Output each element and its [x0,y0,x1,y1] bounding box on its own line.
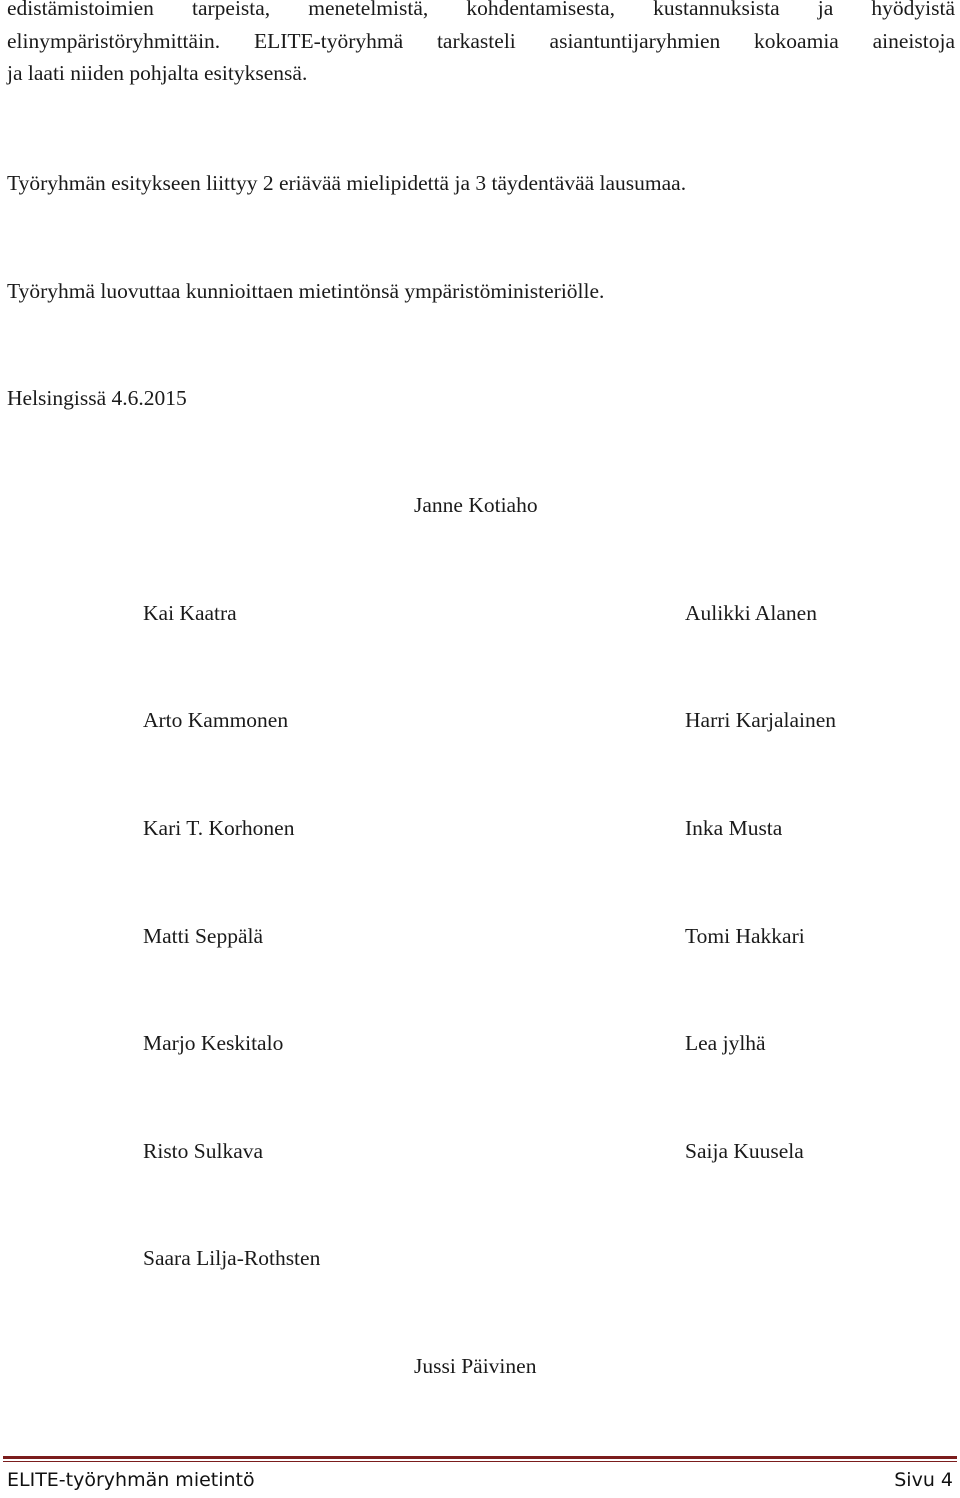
signature-right-3: Inka Musta [685,816,783,840]
signature-right-5: Lea jylhä [685,1031,766,1055]
signature-right-4: Tomi Hakkari [685,924,805,948]
footer-rule-thin [3,1461,957,1462]
signature-secretary: Jussi Päivinen [414,1354,537,1378]
signature-left-7: Saara Lilja-Rothsten [143,1246,321,1270]
opinions-sentence: Työryhmän esitykseen liittyy 2 eriävää mielipidettä ja 3 täydentävää lausumaa. [7,171,687,195]
signature-left-3: Kari T. Korhonen [143,816,295,840]
intro-line-3: ja laati niiden pohjalta esityksensä. [7,61,308,85]
intro-line-2: elinympäristöryhmittäin. ELITE-työryhmä tarkasteli asiantuntijaryhmien kokoamia aineistoja [7,28,955,53]
signature-left-5: Marjo Keskitalo [143,1031,284,1055]
place-date: Helsingissä 4.6.2015 [7,386,187,410]
signature-right-2: Harri Karjalainen [685,708,837,732]
signature-chair: Janne Kotiaho [414,493,538,517]
signature-left-6: Risto Sulkava [143,1139,264,1163]
signature-right-6: Saija Kuusela [685,1139,804,1163]
signature-right-1: Aulikki Alanen [685,601,817,625]
footer-page-number: Sivu 4 [894,1469,953,1491]
footer-rule-thick [3,1456,957,1459]
handover-sentence: Työryhmä luovuttaa kunnioittaen mietintönsä ympäristöministeriölle. [7,279,605,303]
intro-paragraph [7,0,955,90]
signature-left-1: Kai Kaatra [143,601,237,625]
intro-line-1: edistämistoimien tarpeista, menetelmistä, kohdentamisesta, kustannuksista ja hyödyistä [7,0,955,20]
signature-left-4: Matti Seppälä [143,924,264,948]
signature-left-2: Arto Kammonen [143,708,289,732]
footer-document-title: ELITE-työryhmän mietintö [7,1469,255,1491]
